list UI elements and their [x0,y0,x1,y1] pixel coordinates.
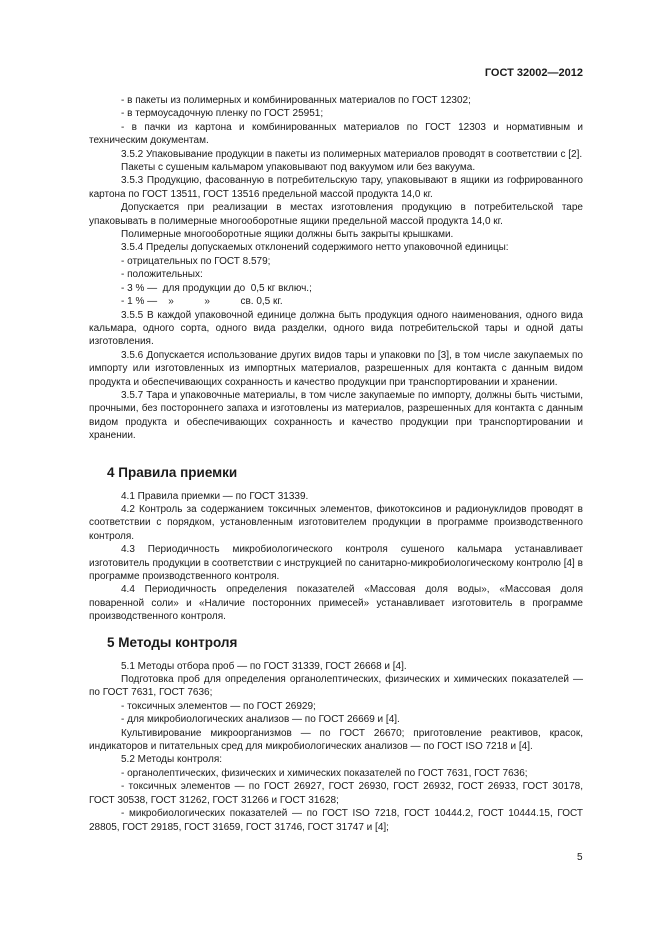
section-4-title: 4 Правила приемки [107,464,238,480]
paragraph-3-5-4: 3.5.4 Пределы допускаемых отклонений содержимого нетто упаковочной единицы: [121,242,509,254]
page-number: 5 [577,852,583,863]
list-item: - микробиологических показателей — по ГОСТ ISO 7218, ГОСТ 10444.2, ГОСТ 10444.15, ГОСТ 28805, ГОСТ 29185, ГОСТ 31659, ГОСТ 31746, ГОСТ 31747 и [4]; [89,808,583,833]
list-item: - токсичных элементов — по ГОСТ 26927, ГОСТ 26930, ГОСТ 26932, ГОСТ 26933, ГОСТ 30178, ГОСТ 30538, ГОСТ 31262, ГОСТ 31266 и ГОСТ 31628; [89,781,583,806]
list-item: - в пачки из картона и комбинированных материалов по ГОСТ 12303 и нормативным и техническим документам. [89,121,583,147]
list-item: - в термоусадочную пленку по ГОСТ 25951; [121,108,324,120]
paragraph-5-2: 5.2 Методы контроля: [121,754,223,766]
paragraph: Допускается при реализации в местах изготовления продукцию в потребительской таре упаковывать в полимерные многооборотные ящики предельной массой продукта 14,0 кг. [89,202,583,227]
paragraph-3-5-6: 3.5.6 Допускается использование других видов тары и упаковки по [3], в том числе закупаемых по импорту или изготовленных из импортных материалов, разрешенных для контакта с данным видом продукта и обеспечивающих сохранность и качество продукции при транспортировании и хранении. [89,349,583,388]
paragraph-4-3: 4.3 Периодичность микробиологического контроля сушеного кальмара устанавливает изготовитель продукции в соответствии с инструкцией по санитарно-микробиологическому контролю [4] в программе производственного контроля. [89,544,583,582]
list-item: - положительных: [121,269,203,281]
paragraph: Подготовка проб для определения органолептических, физических и химических показателей — по ГОСТ 7631, ГОСТ 7636; [89,674,583,699]
section-5-title: 5 Методы контроля [107,634,238,650]
paragraph-3-5-2: 3.5.2 Упаковывание продукции в пакеты из полимерных материалов проводят в соответствии с [2]. [121,148,583,160]
paragraph-3-5-3: 3.5.3 Продукцию, фасованную в потребительскую тару, упаковывают в ящики из гофрированного картона по ГОСТ 13511, ГОСТ 13516 предельной массой продукта 14,0 кг. [89,175,583,200]
list-item: - в пакеты из полимерных и комбинированных материалов по ГОСТ 12302; [121,95,471,106]
list-item: - для микробиологических анализов — по ГОСТ 26669 и [4]. [121,714,400,726]
paragraph-5-1: 5.1 Методы отбора проб — по ГОСТ 31339, ГОСТ 26668 и [4]. [121,660,407,672]
list-item: - 3 % — для продукции до 0,5 кг включ.; [121,282,312,294]
page-content [89,94,583,834]
paragraph-3-5-5: 3.5.5 В каждой упаковочной единице должна быть продукция одного наименования, одного вида кальмара, одного сорта, одного вида разделки, одного вида потребительской тары и одной даты изготовления. [89,309,583,348]
paragraph-3-5-7: 3.5.7 Тара и упаковочные материалы, в том числе закупаемые по импорту, должны быть чистыми, прочными, без постороннего запаха и изготовлены из материалов, разрешенных для контакта с данным видом продукта и обеспечивающих сохранность и качество продукции при транспортировании и хранении. [89,389,583,442]
paragraph-4-2: 4.2 Контроль за содержанием токсичных элементов, фикотоксинов и радионуклидов проводят в соответствии с порядком, установленным изготовителем продукции в программе производственного контроля. [89,503,583,542]
list-item: - органолептических, физических и химических показателей по ГОСТ 7631, ГОСТ 7636; [121,767,528,779]
paragraph: Культивирование микроорганизмов — по ГОСТ 26670; приготовление реактивов, красок, индикаторов и питательных сред для микробиологических анализов — по ГОСТ ISO 7218 и [4]. [89,727,583,753]
list-item: - 1 % — » » св. 0,5 кг. [121,296,283,308]
list-item: - отрицательных по ГОСТ 8.579; [121,255,271,267]
paragraph-4-4: 4.4 Периодичность определения показателей «Массовая доля воды», «Массовая доля поваренной соли» и «Наличие посторонних примесей» устанавливает изготовитель в программе производственного контроля. [89,584,583,623]
paragraph: Пакеты с сушеным кальмаром упаковывают под вакуумом или без вакуума. [121,162,476,174]
paragraph-4-1: 4.1 Правила приемки — по ГОСТ 31339. [121,490,309,502]
document-code: ГОСТ 32002—2012 [484,67,583,79]
paragraph: Полимерные многооборотные ящики должны быть закрыты крышками. [121,229,454,241]
list-item: - токсичных элементов — по ГОСТ 26929; [121,700,316,712]
